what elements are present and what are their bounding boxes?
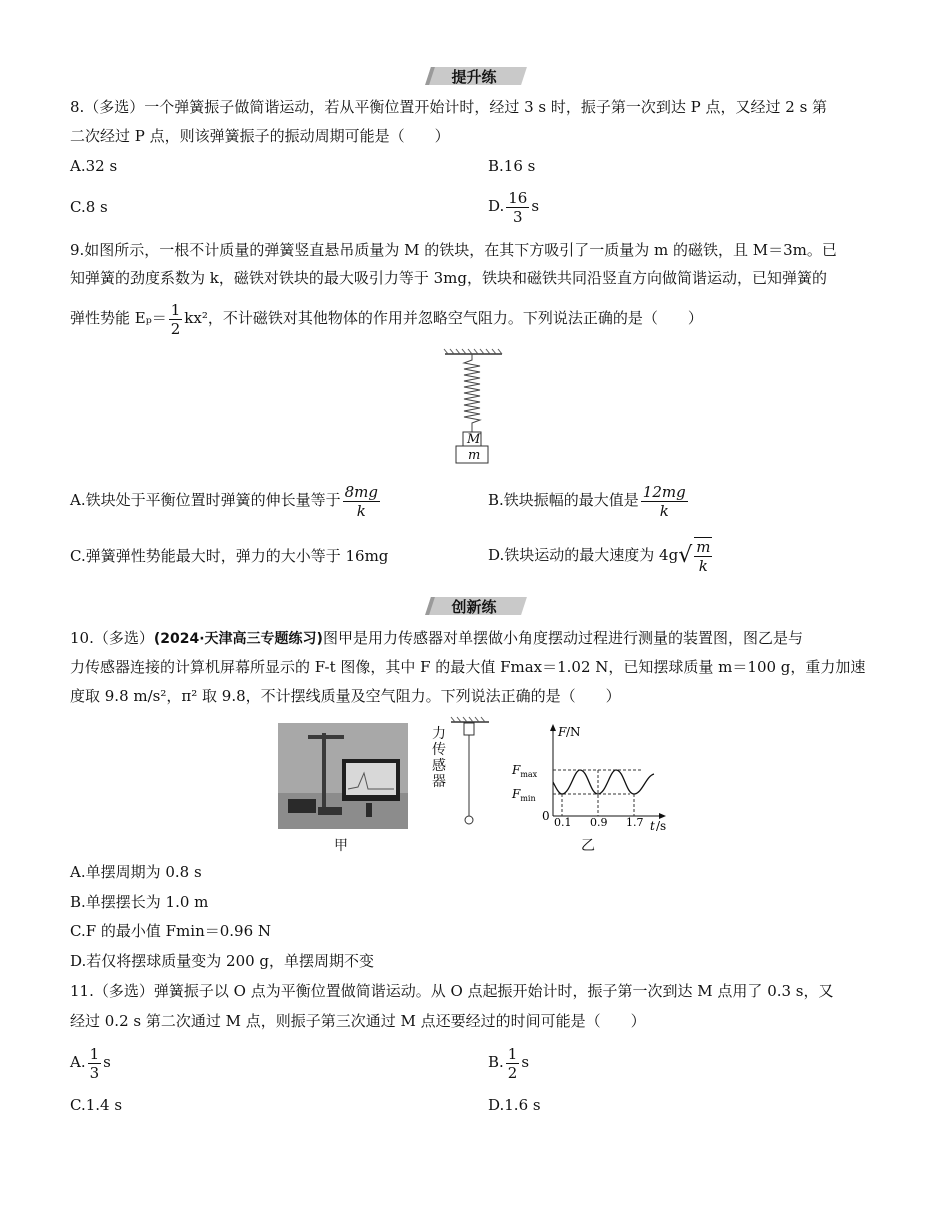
q10-stem-line1: 10.（多选）(2024·天津高三专题练习)图甲是用力传感器对单摆做小角度摆动过程进行测量的装置图，图乙是与 xyxy=(70,629,803,647)
q9-option-c[interactable]: C.弹簧弹性势能最大时，弹力的大小等于 16mg xyxy=(70,547,389,565)
q9-stem-line2: 知弹簧的劲度系数为 k，磁铁对铁块的最大吸引力等于 3mg，铁块和磁铁共同沿竖直方向做简谐运动，已知弹簧的 xyxy=(70,269,827,287)
fig-label-M: M xyxy=(467,432,481,447)
q8-option-b[interactable]: B.16 s xyxy=(488,157,536,175)
q11-option-a[interactable]: A. $\frac{1}{3}$ s xyxy=(70,1044,111,1082)
q11-option-c[interactable]: C.1.4 s xyxy=(70,1096,123,1114)
f-t-chart xyxy=(510,716,675,834)
x-axis-unit: /s xyxy=(656,819,667,833)
q8-stem-line2: 二次经过 P 点，则该弹簧振子的振动周期可能是（ ） xyxy=(70,127,450,145)
apparatus-photo xyxy=(278,723,408,829)
q11-stem-line2: 经过 0.2 s 第二次通过 M 点，则振子第三次通过 M 点还要经过的时间可能是（ ） xyxy=(70,1012,646,1030)
q9-option-d[interactable]: D.铁块运动的最大速度为 4g√ $\frac{m}{k}$ xyxy=(488,538,711,575)
section-title: 提升练 xyxy=(451,68,497,86)
section-header-tisheng xyxy=(0,64,950,88)
q10-stem-line3: 度取 9.8 m/s²，π² 取 9.8，不计摆线质量及空气阻力。下列说法正确的是（ ） xyxy=(70,687,621,705)
fig-label-jia: 甲 xyxy=(334,838,348,854)
q11-stem-line1: 11.（多选）弹簧振子以 O 点为平衡位置做简谐运动。从 O 点起振开始计时，振子第一次到达 M 点用了 0.3 s，又 xyxy=(70,982,834,1000)
q9-stem-line1: 9.如图所示，一根不计质量的弹簧竖直悬吊质量为 M 的铁块，在其下方吸引了一质量为 m 的磁铁，且 M＝3m。已 xyxy=(70,241,837,259)
q11-option-d[interactable]: D.1.6 s xyxy=(488,1096,541,1114)
q10-stem-line2: 力传感器连接的计算机屏幕所显示的 F-t 图像，其中 F 的最大值 Fmax＝1.02 N，已知摆球质量 m＝100 g，重力加速 xyxy=(70,658,866,676)
x-tick-01: 0.1 xyxy=(554,816,572,829)
q10-option-c[interactable]: C.F 的最小值 Fmin＝0.96 N xyxy=(70,922,272,940)
q10-option-d[interactable]: D.若仅将摆球质量变为 200 g，单摆周期不变 xyxy=(70,952,375,970)
fig-label-yi: 乙 xyxy=(581,838,595,854)
y-axis-unit: /N xyxy=(566,725,581,739)
sensor-label: 力传感器 xyxy=(432,726,446,790)
q8-option-a[interactable]: A.32 s xyxy=(70,157,118,175)
f-curve xyxy=(553,770,654,794)
fig-label-m: m xyxy=(468,448,481,463)
section-title: 创新练 xyxy=(451,598,497,616)
y-axis-arrow xyxy=(550,724,556,731)
q8-option-d[interactable]: D. $\frac{16}{3}$ s xyxy=(488,188,540,226)
x-tick-17: 1.7 xyxy=(626,816,644,829)
y-tick-fmax: $F_{max}$ xyxy=(512,763,538,779)
x-tick-09: 0.9 xyxy=(590,816,608,829)
origin-label: 0 xyxy=(542,809,550,823)
q11-option-b[interactable]: B. $\frac{1}{2}$ s xyxy=(488,1044,530,1082)
q10-option-a[interactable]: A.单摆周期为 0.8 s xyxy=(70,863,202,881)
q8-option-c[interactable]: C.8 s xyxy=(70,198,108,216)
y-axis-label: F xyxy=(558,725,567,739)
q9-stem-line3: 弹性势能 Eₚ＝ $\frac{1}{2}$ kx²，不计磁铁对其他物体的作用并忽略空气阻力。下列说法正确的是（ ） xyxy=(70,300,703,338)
y-tick-fmin: $F_{min}$ xyxy=(512,787,536,803)
pendulum-figure xyxy=(445,716,495,828)
q8-stem-line1: 8.（多选）一个弹簧振子做简谐运动，若从平衡位置开始计时，经过 3 s 时，振子第一次到达 P 点，又经过 2 s 第 xyxy=(70,98,828,116)
q9-option-b[interactable]: B.铁块振幅的最大值是 $\frac{12mg}{k}$ xyxy=(488,482,686,520)
q10-option-b[interactable]: B.单摆摆长为 1.0 m xyxy=(70,893,209,911)
x-axis-label: t xyxy=(650,819,655,833)
section-header-chuangxin xyxy=(0,594,950,618)
q9-option-a[interactable]: A.铁块处于平衡位置时弹簧的伸长量等于 $\frac{8mg}{k}$ xyxy=(70,482,378,520)
